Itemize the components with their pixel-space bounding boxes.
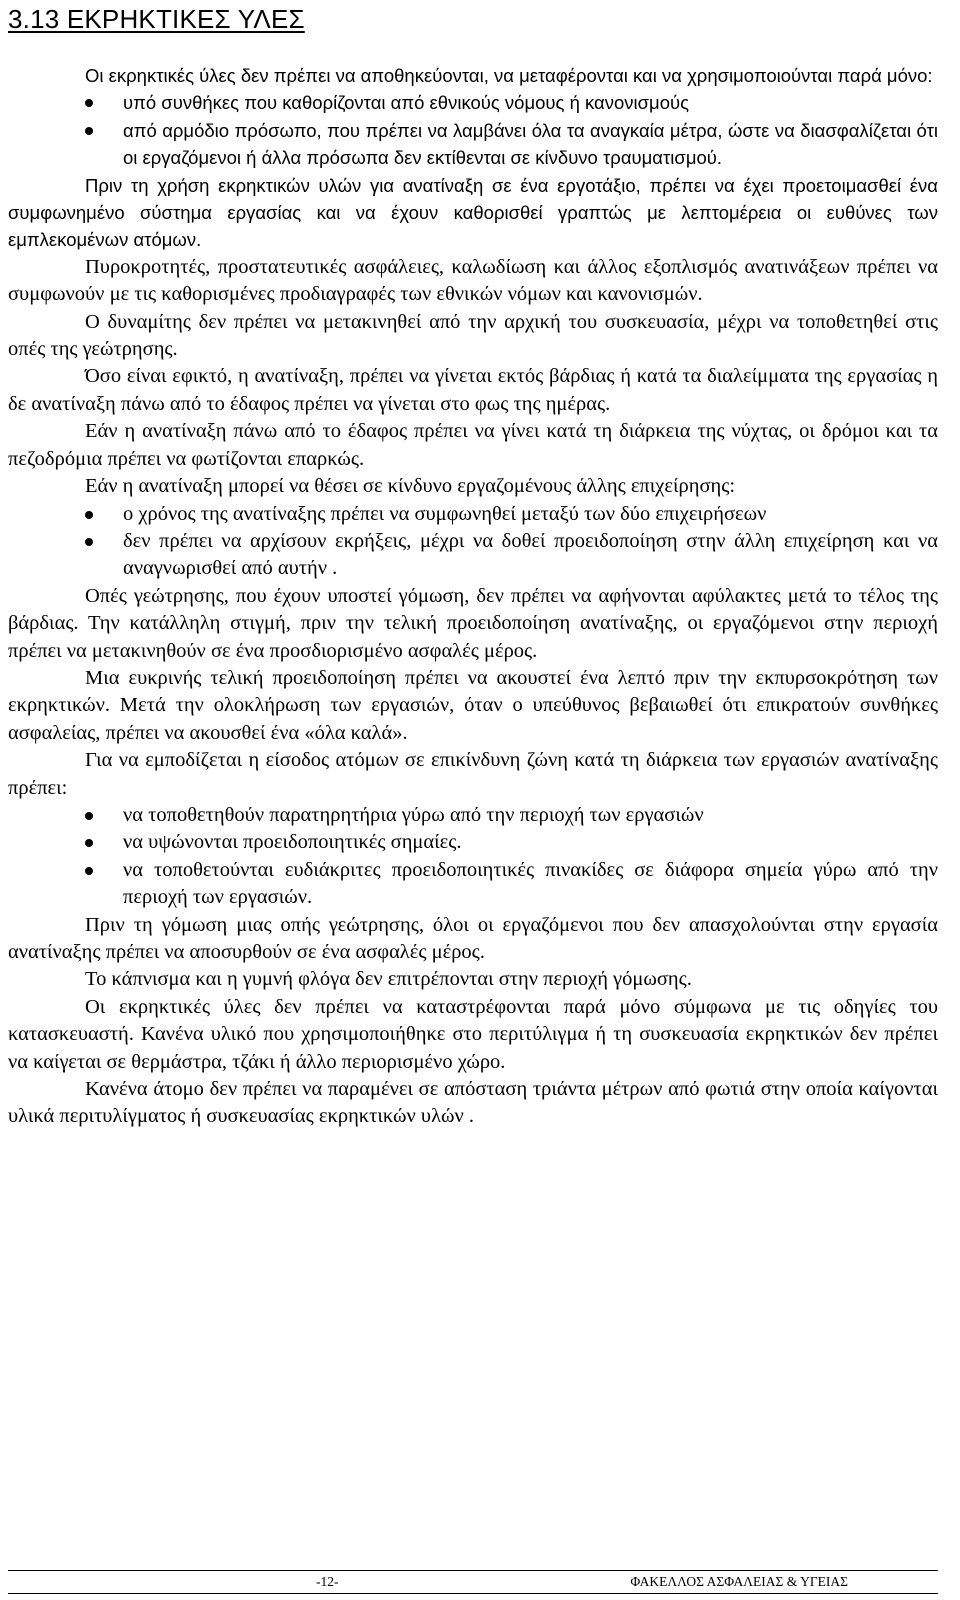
list-item-text: να τοποθετηθούν παρατηρητήρια γύρω από την περιοχή των εργασιών: [123, 803, 704, 826]
paragraph: Πυροκροτητές, προστατευτικές ασφάλειες, καλωδίωση και άλλος εξοπλισμός ανατινάξεων πρέπει να συμφωνούν με τις καθορισμένες προδιαγραφές των εθνικών νόμων και κανονισμών.: [8, 255, 938, 306]
bullet-icon: [85, 127, 93, 135]
bullet-icon: [85, 867, 93, 875]
paragraph: Οπές γεώτρησης, που έχουν υποστεί γόμωση, δεν πρέπει να αφήνονται αφύλακτες μετά το τέλος της βάρδιας. Την κατάλληλη στιγμή, πριν την τελική προειδοποίηση ανατίναξης, οι εργαζόμενοι στην περιοχή πρέπει να μετακινηθούν σε ένα προσδιορισμένο ασφαλές μέρος.: [8, 584, 938, 662]
list-item: [8, 829, 938, 856]
document-body: [8, 62, 938, 1131]
list-item-text: υπό συνθήκες που καθορίζονται από εθνικούς νόμους ή κανονισμούς: [123, 92, 690, 114]
list-item-text: ο χρόνος της ανατίναξης πρέπει να συμφωνηθεί μεταξύ των δύο επιχειρήσεων: [123, 502, 767, 525]
bullet-icon: [85, 812, 93, 820]
bullet-icon: [85, 511, 93, 519]
list-item: [8, 857, 938, 912]
bullet-icon: [85, 99, 93, 107]
page-footer: [8, 1570, 938, 1594]
paragraph: Για να εμποδίζεται η είσοδος ατόμων σε επικίνδυνη ζώνη κατά τη διάρκεια των εργασιών ανατίναξης πρέπει:: [8, 749, 938, 799]
paragraph: Οι εκρηκτικές ύλες δεν πρέπει να καταστρέφονται παρά μόνο σύμφωνα με τις οδηγίες του κατασκευαστή. Κανένα υλικό που χρησιμοποιήθηκε στο περιτύλιγμα ή τη συσκευασία εκρηκτικών δεν πρέπει να καίγεται σε θερμάστρα, τζάκι ή άλλο περιορισμένο χώρο.: [8, 995, 938, 1073]
paragraph: Μια ευκρινής τελική προειδοποίηση πρέπει να ακουστεί ένα λεπτό πριν την εκπυρσοκρότηση των εκρηκτικών. Μετά την ολοκλήρωση των εργασιών, όταν ο υπεύθυνος βεβαιωθεί ότι επικρατούν συνθήκες ασφαλείας, πρέπει να ακουσθεί ένα «όλα καλά».: [8, 666, 938, 744]
paragraph: Εάν η ανατίναξη μπορεί να θέσει σε κίνδυνο εργαζομένους άλλης επιχείρησης:: [85, 475, 736, 498]
bullet-icon: [85, 538, 93, 546]
list-item: [8, 802, 938, 829]
list-item: [8, 501, 938, 528]
paragraph: Πριν τη χρήση εκρηκτικών υλών για ανατίναξη σε ένα εργοτάξιο, πρέπει να έχει προετοιμασθεί ένα συμφωνημένο σύστημα εργασίας και να έχουν καθορισθεί γραπτώς με λεπτομέρεια οι ευθύνες των εμπλεκομένων ατόμων.: [8, 174, 938, 251]
list-item-text: να υψώνονται προειδοποιητικές σημαίες.: [123, 831, 462, 854]
paragraph: Το κάπνισμα και η γυμνή φλόγα δεν επιτρέπονται στην περιοχή γόμωσης.: [85, 968, 692, 991]
bullet-icon: [85, 839, 93, 847]
list-item: [8, 117, 938, 172]
paragraph: Ο δυναμίτης δεν πρέπει να μετακινηθεί από την αρχική του συσκευασία, μέχρι να τοποθετηθεί στις οπές της γεώτρησης.: [8, 310, 938, 361]
page-number: -12-: [316, 1574, 339, 1589]
paragraph: Εάν η ανατίναξη πάνω από το έδαφος πρέπει να γίνει κατά τη διάρκεια της νύχτας, οι δρόμοι και τα πεζοδρόμια πρέπει να φωτίζονται επαρκώς.: [8, 420, 938, 470]
paragraph: Οι εκρηκτικές ύλες δεν πρέπει να αποθηκεύονται, να μεταφέρονται και να χρησιμοποιούνται παρά μόνο:: [85, 65, 933, 86]
section-title: 3.13 ΕΚΡΗΚΤΙΚΕΣ ΥΛΕΣ: [8, 4, 305, 34]
list-item-text: από αρμόδιο πρόσωπο, που πρέπει να λαμβάνει όλα τα αναγκαία μέτρα, ώστε να διασφαλίζεται ότι οι εργαζόμενοι ή άλλα πρόσωπα δεν εκτίθενται σε κίνδυνο τραυματισμού.: [123, 119, 938, 169]
paragraph: Πριν τη γόμωση μιας οπής γεώτρησης, όλοι οι εργαζόμενοι που δεν απασχολούνται στην εργασία ανατίναξης πρέπει να αποσυρθούν σε ένα ασφαλές μέρος.: [8, 913, 938, 963]
list-item-text: δεν πρέπει να αρχίσουν εκρήξεις, μέχρι να δοθεί προειδοποίηση στην άλλη επιχείρηση και να αναγνωρισθεί από αυτήν .: [123, 529, 938, 580]
list-item-text: να τοποθετούνται ευδιάκριτες προειδοποιητικές πινακίδες σε διάφορα σημεία γύρω από την περιοχή των εργασιών.: [123, 858, 938, 909]
footer-title: ΦΑΚΕΛΛΟΣ ΑΣΦΑΛΕΙΑΣ & ΥΓΕΙΑΣ: [630, 1574, 848, 1589]
list-item: [8, 528, 938, 583]
paragraph: Κανένα άτομο δεν πρέπει να παραμένει σε απόσταση τριάντα μέτρων από φωτιά στην οποία καίγονται υλικά περιτυλίγματος ή συσκευασίας εκρηκτικών υλών .: [8, 1078, 938, 1128]
list-item: [8, 89, 938, 116]
paragraph: Όσο είναι εφικτό, η ανατίναξη, πρέπει να γίνεται εκτός βάρδιας ή κατά τα διαλείμματα της εργασίας η δε ανατίναξη πάνω από το έδαφος πρέπει να γίνεται στο φως της ημέρας.: [8, 365, 938, 415]
